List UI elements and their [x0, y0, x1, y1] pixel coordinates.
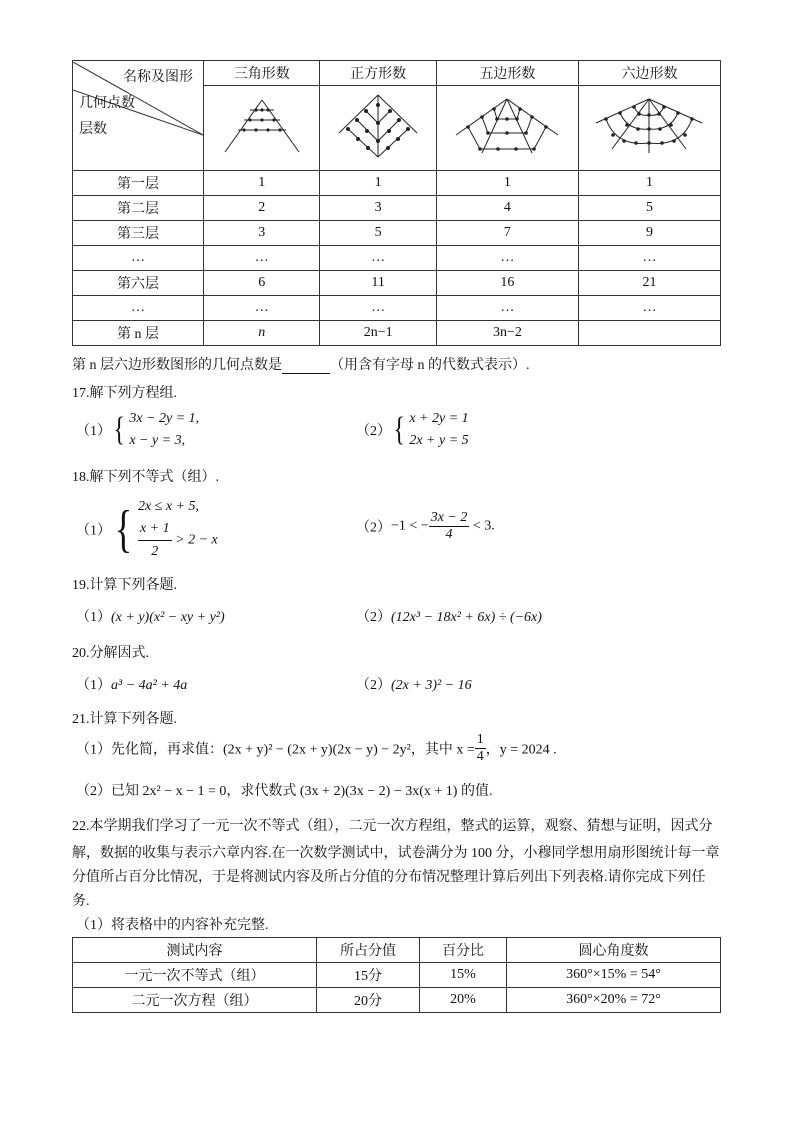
part-label: （1） [76, 610, 111, 625]
part-label: （1） [76, 523, 111, 539]
table-cell: 16 [436, 271, 578, 296]
table-cell: 11 [320, 271, 436, 296]
fraction [138, 518, 172, 563]
equation: x + 2y = 1 [409, 411, 469, 426]
brace-icon: { [113, 411, 125, 448]
col-header: 测试内容 [73, 938, 317, 963]
table-cell: 6 [204, 271, 320, 296]
table-cell: … [436, 296, 578, 321]
row-label: 第 n 层 [73, 321, 204, 346]
table-row [73, 221, 721, 246]
denominator: 2 [151, 544, 159, 559]
fraction [475, 732, 486, 765]
table-row [73, 988, 721, 1013]
col-header: 圆心角度数 [507, 938, 721, 963]
q22-sub1: （1）将表格中的内容补充完整. [76, 918, 269, 933]
q17-part2 [356, 408, 469, 452]
inequality-left: −1 < − [391, 518, 429, 534]
corner-header-cell [73, 61, 204, 171]
row-label: 第一层 [73, 171, 204, 196]
table-row [73, 963, 721, 988]
q17-title: 17.解下列方程组. [72, 386, 177, 401]
col-header-triangle: 三角形数 [204, 61, 320, 86]
expression: （1）先化简，再求值：(2x + y)² − (2x + y)(2x − y) − 2y²，其中 x = [76, 742, 475, 758]
q17-part1 [76, 408, 199, 452]
q19-part1 [76, 606, 225, 626]
q22-line: 务. [72, 894, 90, 909]
corner-top-label: 名称及图形 [123, 69, 193, 85]
table-cell: n [204, 321, 320, 346]
hexagon-figure [594, 95, 704, 157]
table-row [73, 321, 721, 346]
row-label: 第二层 [73, 196, 204, 221]
equation: x − y = 3, [129, 433, 186, 448]
square-figure-cell [320, 86, 436, 171]
triangle-figure [217, 94, 307, 158]
part-label: （2） [356, 678, 391, 693]
row-label: 第三层 [73, 221, 204, 246]
table-cell: 7 [436, 221, 578, 246]
q19-part2 [356, 606, 542, 626]
part-label: （2） [356, 610, 391, 625]
table-row [73, 196, 721, 221]
q18-part2 [356, 510, 495, 543]
q22-line: 22.本学期我们学习了一元一次不等式（组），二元一次方程组，整式的运算，观察、猜想与证明，因式分 [72, 819, 713, 834]
part-label: （2） [356, 520, 391, 536]
hexagon-figure-cell [578, 86, 720, 171]
table-cell: 二元一次方程（组） [73, 988, 317, 1013]
part-label: （1） [76, 678, 111, 693]
table-cell: 1 [578, 171, 720, 196]
pentagon-figure [452, 95, 562, 157]
table-cell: 3 [204, 221, 320, 246]
denominator: 4 [476, 749, 484, 764]
equation: 2x + y = 5 [409, 433, 469, 448]
row-label: 第六层 [73, 271, 204, 296]
pentagon-figure-cell [436, 86, 578, 171]
table-header-row [73, 938, 721, 963]
q16-tail [72, 354, 530, 374]
table-cell: 3n−2 [436, 321, 578, 346]
q20-title: 20.分解因式. [72, 646, 149, 661]
numerator: x + 1 [138, 518, 172, 541]
q22-line: 解，数据的收集与表示六章内容.在一次数学测试中，试卷满分为 100 分，小穆同学想用扇形图统计每一章 [72, 846, 720, 861]
row-label: … [73, 296, 204, 321]
table-row [73, 171, 721, 196]
q18-title: 18.解下列不等式（组）. [72, 470, 219, 485]
table-cell: 3 [320, 196, 436, 221]
table-cell: 2 [204, 196, 320, 221]
table-cell: … [320, 246, 436, 271]
table-cell: 360°×15% = 54° [507, 963, 721, 988]
table-cell: 1 [436, 171, 578, 196]
table-cell: 1 [320, 171, 436, 196]
table-cell: 15分 [317, 963, 420, 988]
table-cell: 1 [204, 171, 320, 196]
equation-system [409, 408, 468, 452]
part-label: （2） [356, 424, 391, 439]
equation: 3x − 2y = 1, [129, 411, 200, 426]
table-cell: … [578, 246, 720, 271]
expression: ，y = 2024 . [485, 742, 557, 758]
score-table [72, 937, 721, 1013]
brace-icon: { [393, 411, 405, 448]
inequality-system [138, 496, 218, 563]
q16-before: 第 n 层六边形数图形的几何点数是 [72, 358, 282, 373]
numerator: 3x − 2 [430, 510, 468, 525]
brace-icon: { [114, 500, 133, 558]
table-row [73, 246, 721, 271]
table-cell: 20% [420, 988, 507, 1013]
table-cell: 一元一次不等式（组） [73, 963, 317, 988]
table-cell: 9 [578, 221, 720, 246]
table-cell: … [204, 246, 320, 271]
col-header-hexagon: 六边形数 [578, 61, 720, 86]
table-cell: 360°×20% = 72° [507, 988, 721, 1013]
expression: (x + y)(x² − xy + y²) [111, 610, 225, 625]
table-cell: 20分 [317, 988, 420, 1013]
denominator: 4 [445, 527, 453, 542]
col-header-square: 正方形数 [320, 61, 436, 86]
q20-part2 [356, 674, 472, 694]
answer-blank[interactable] [282, 359, 330, 374]
q16-after: （用含有字母 n 的代数式表示）. [330, 358, 530, 373]
numerator: 1 [476, 732, 484, 747]
table-cell: … [204, 296, 320, 321]
triangle-figure-cell [204, 86, 320, 171]
corner-mid-label: 几何点数 [79, 95, 135, 111]
equation-system [129, 408, 199, 452]
inequality-right: < 3. [469, 518, 495, 534]
q21-title: 21.计算下列各题. [72, 712, 177, 727]
col-header-pentagon: 五边形数 [436, 61, 578, 86]
inequality: > 2 − x [171, 532, 218, 548]
q19-title: 19.计算下列各题. [72, 578, 177, 593]
q21-part1 [76, 732, 557, 765]
table-row [73, 296, 721, 321]
fraction [429, 510, 470, 543]
inequality: 2x ≤ x + 5, [137, 499, 200, 514]
row-label: … [73, 246, 204, 271]
table-cell: … [436, 246, 578, 271]
expression: a³ − 4a² + 4a [111, 678, 188, 693]
table-cell-blank [578, 321, 720, 346]
q22-line: 分值所占百分比情况，于是将测试内容及所占分值的分布情况整理计算后列出下列表格.请你完成下列任 [72, 870, 706, 885]
table-cell: 15% [420, 963, 507, 988]
expression: (12x³ − 18x² + 6x) ÷ (−6x) [391, 610, 542, 625]
expression: (2x + 3)² − 16 [391, 678, 472, 693]
col-header: 所占分值 [317, 938, 420, 963]
square-figure [333, 91, 423, 161]
corner-bottom-label: 层数 [79, 121, 107, 137]
q21-part2: （2）已知 2x² − x − 1 = 0，求代数式 (3x + 2)(3x − 2) − 3x(x + 1) 的值. [76, 784, 493, 799]
table-cell: 4 [436, 196, 578, 221]
q18-part1 [76, 496, 218, 563]
table-cell: 2n−1 [320, 321, 436, 346]
q20-part1 [76, 674, 187, 694]
table-cell: … [578, 296, 720, 321]
part-label: （1） [76, 424, 111, 439]
table-cell: 21 [578, 271, 720, 296]
table-row [73, 271, 721, 296]
table-cell: 5 [578, 196, 720, 221]
table-cell: 5 [320, 221, 436, 246]
col-header: 百分比 [420, 938, 507, 963]
figure-number-table [72, 60, 721, 346]
table-cell: … [320, 296, 436, 321]
